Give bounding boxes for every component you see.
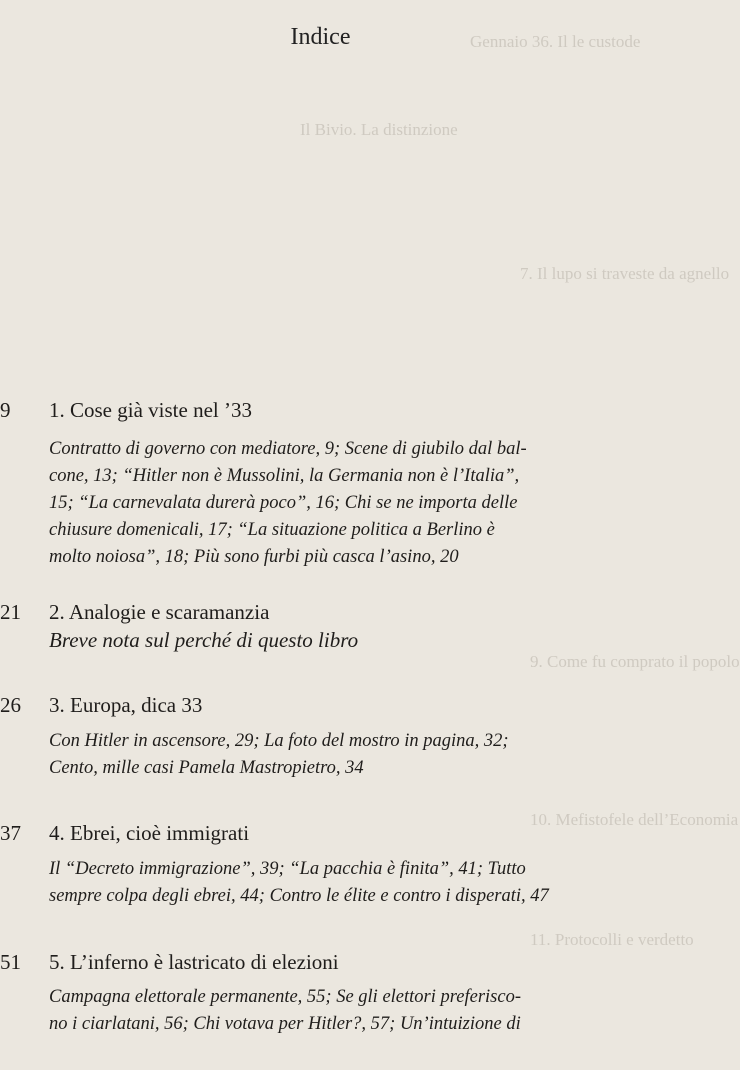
- description-line: Il “Decreto immigrazione”, 39; “La pacchia è finita”, 41; Tutto: [49, 859, 526, 879]
- entry-description: [49, 984, 594, 1038]
- description-line: no i ciarlatani, 56; Chi votava per Hitler?, 57; Un’intuizione di: [49, 1014, 521, 1034]
- entry-page-number: 26: [0, 693, 21, 717]
- description-line: 15; “La carnevalata durerà poco”, 16; Chi se ne importa delle: [49, 493, 518, 513]
- description-line: molto noiosa”, 18; Più sono furbi più casca l’asino, 20: [49, 547, 459, 567]
- description-line: Con Hitler in ascensore, 29; La foto del mostro in pagina, 32;: [49, 731, 509, 751]
- description-line: chiusure domenicali, 17; “La situazione politica a Berlino è: [49, 520, 495, 540]
- entry-description: [49, 436, 594, 571]
- entry-page-number: 51: [0, 950, 21, 974]
- description-line: sempre colpa degli ebrei, 44; Contro le élite e contro i disperati, 47: [49, 886, 549, 906]
- entry-title: 4. Ebrei, cioè immigrati: [49, 821, 250, 845]
- entry-page-number: 37: [0, 821, 21, 845]
- description-line: Cento, mille casi Pamela Mastropietro, 34: [49, 758, 364, 778]
- entry-page-number: 21: [0, 600, 21, 624]
- entry-title: 2. Analogie e scaramanzia: [49, 600, 270, 624]
- entry-subtitle: Breve nota sul perché di questo libro: [49, 628, 359, 652]
- description-line: cone, 13; “Hitler non è Mussolini, la Germania non è l’Italia”,: [49, 466, 520, 486]
- entry-title: 5. L’inferno è lastricato di elezioni: [49, 950, 339, 974]
- description-line: Campagna elettorale permanente, 55; Se gli elettori preferisco-: [49, 987, 521, 1007]
- entry-description: [49, 728, 594, 782]
- entry-description: [49, 856, 594, 910]
- description-line: Contratto di governo con mediatore, 9; Scene di giubilo dal bal-: [49, 439, 527, 459]
- page-title: Indice: [290, 24, 351, 50]
- entry-title: 3. Europa, dica 33: [49, 693, 203, 717]
- entry-title: 1. Cose già viste nel ’33: [49, 398, 252, 422]
- entry-page-number: 9: [0, 398, 11, 422]
